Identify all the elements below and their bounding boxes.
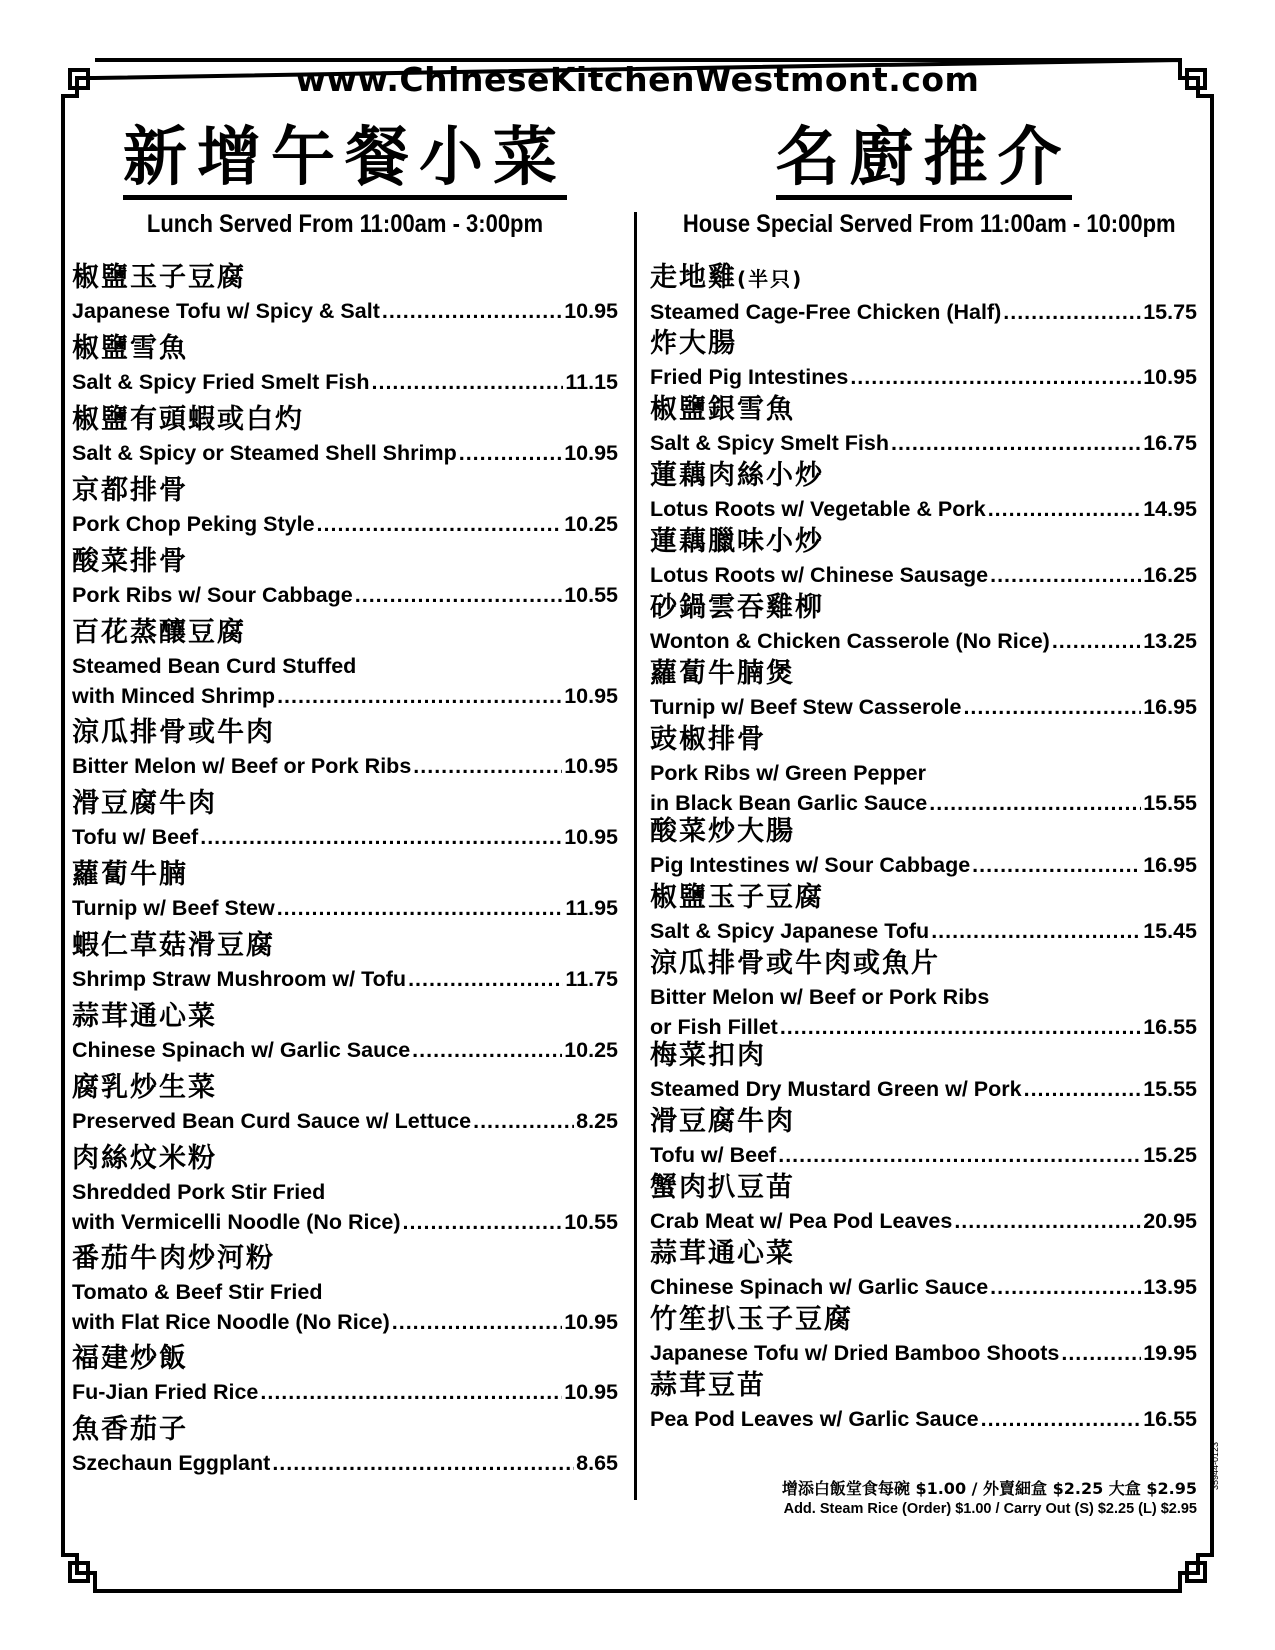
menu-item-chinese-name: 酸菜炒大腸 (650, 816, 795, 847)
dot-leader (929, 788, 1141, 818)
menu-item-chinese-name: 蓮藕肉絲小炒 (650, 460, 824, 491)
menu-item-price: 10.95 (564, 441, 618, 465)
house-special-items-list (650, 260, 1197, 1434)
menu-item-chinese-name: 福建炒飯 (72, 1343, 188, 1374)
menu-item (650, 722, 1197, 814)
dot-leader (317, 509, 563, 539)
menu-item-price-row (650, 494, 1197, 524)
menu-item-chinese-name: 竹笙扒玉子豆腐 (650, 1304, 853, 1335)
menu-item (72, 1070, 618, 1141)
menu-item-price: 10.95 (564, 754, 618, 778)
menu-item-chinese-name: 涼瓜排骨或牛肉或魚片 (650, 948, 940, 979)
menu-item-english-name: Japanese Tofu w/ Dried Bamboo Shoots (650, 1341, 1060, 1365)
menu-item-price-row (650, 1338, 1197, 1368)
menu-item-price-row (72, 1448, 618, 1478)
menu-item-price-row (650, 1272, 1197, 1302)
dot-leader (1052, 626, 1141, 656)
menu-item-chinese-name: 椒鹽銀雪魚 (650, 394, 795, 425)
menu-item (72, 331, 618, 402)
menu-item-price-row (72, 1035, 618, 1065)
dot-leader (459, 438, 562, 468)
dot-leader (277, 893, 564, 923)
dot-leader (403, 1207, 563, 1237)
menu-item-price: 8.25 (576, 1109, 618, 1133)
menu-item (650, 656, 1197, 722)
menu-item (72, 1141, 618, 1241)
menu-item-chinese-name: 砂鍋雲吞雞柳 (650, 592, 824, 623)
menu-item-english-name-line1: Shredded Pork Stir Fried (72, 1180, 326, 1204)
dot-leader (931, 916, 1141, 946)
menu-item (650, 1302, 1197, 1368)
menu-item-english-name: with Vermicelli Noodle (No Rice) (72, 1210, 401, 1234)
menu-item (72, 615, 618, 715)
menu-item-price-row (650, 1074, 1197, 1104)
menu-item-chinese-name: 蝦仁草菇滑豆腐 (72, 930, 275, 961)
menu-item-chinese-name: 番茄牛肉炒河粉 (72, 1243, 275, 1274)
menu-item-price-row (72, 438, 618, 468)
dot-leader (850, 362, 1141, 392)
menu-item-english-name-line1: Tomato & Beef Stir Fried (72, 1280, 323, 1304)
dot-leader (963, 692, 1141, 722)
menu-item (650, 590, 1197, 656)
menu-item-english-name: Steamed Dry Mustard Green w/ Pork (650, 1077, 1022, 1101)
menu-item-price: 10.95 (1143, 365, 1197, 389)
menu-item-chinese-name: 椒鹽玉子豆腐 (650, 882, 824, 913)
menu-item-chinese-name: 酸菜排骨 (72, 546, 188, 577)
menu-item-english-name: Turnip w/ Beef Stew (72, 896, 275, 920)
menu-item-chinese-name: 蟹肉扒豆苗 (650, 1172, 795, 1203)
menu-item-price-row (650, 626, 1197, 656)
lunch-subtitle: Lunch Served From 11:00am - 3:00pm (146, 210, 544, 238)
menu-item-english-name: with Minced Shrimp (72, 684, 276, 708)
menu-item-price: 16.95 (1143, 853, 1197, 877)
menu-item-price: 10.95 (564, 684, 618, 708)
menu-item-chinese-name: 梅菜扣肉 (650, 1040, 766, 1071)
menu-item-english-name: Shrimp Straw Mushroom w/ Tofu (72, 967, 407, 991)
menu-item (650, 260, 1197, 326)
menu-item (650, 326, 1197, 392)
menu-item-price: 19.95 (1143, 1341, 1197, 1365)
dot-leader (382, 296, 562, 326)
menu-item-price-row (72, 1207, 618, 1237)
menu-item-price-row (650, 1140, 1197, 1170)
menu-item (72, 999, 618, 1070)
dot-leader (392, 1307, 562, 1337)
menu-item-price: 10.55 (564, 1210, 618, 1234)
menu-item-price-row (650, 1206, 1197, 1236)
menu-item-english-name: Tofu w/ Beef (650, 1143, 777, 1167)
menu-item-price: 10.95 (564, 825, 618, 849)
menu-item (650, 1038, 1197, 1104)
menu-item-english-name: Turnip w/ Beef Stew Casserole (650, 695, 962, 719)
menu-item-chinese-name: 蒜茸通心菜 (72, 1001, 217, 1032)
menu-item-chinese-name: 滑豆腐牛肉 (650, 1106, 795, 1137)
menu-item-english-name-line1: Pork Ribs w/ Green Pepper (650, 761, 927, 785)
menu-item-english-name: Steamed Cage-Free Chicken (Half) (650, 300, 1002, 324)
dot-leader (981, 1404, 1142, 1434)
menu-item (650, 524, 1197, 590)
menu-item-english-name: Wonton & Chicken Casserole (No Rice) (650, 629, 1050, 653)
menu-item-chinese-name: 炸大腸 (650, 328, 737, 359)
menu-item-price-row (72, 1377, 618, 1407)
menu-item (72, 786, 618, 857)
menu-item-english-name: Crab Meat w/ Pea Pod Leaves (650, 1209, 953, 1233)
menu-item-price: 10.95 (564, 299, 618, 323)
menu-item-price-row (72, 296, 618, 326)
menu-item-chinese-name: 豉椒排骨 (650, 724, 766, 755)
menu-item-price: 16.55 (1143, 1015, 1197, 1039)
menu-item-price-row (72, 1307, 618, 1337)
print-code: 35944-0123 (1210, 1441, 1220, 1490)
menu-item-price: 15.25 (1143, 1143, 1197, 1167)
menu-item-price: 13.95 (1143, 1275, 1197, 1299)
menu-item-price-row (650, 297, 1197, 327)
menu-item (650, 458, 1197, 524)
lunch-title: 新增午餐小菜 (72, 118, 618, 198)
rice-note-english: Add. Steam Rice (Order) $1.00 / Carry Out (S) $2.25 (L) $2.95 (783, 1501, 1197, 1517)
menu-item-english-name: Szechaun Eggplant (72, 1451, 271, 1475)
menu-item-english-name: Fu-Jian Fried Rice (72, 1380, 259, 1404)
menu-item-price-row (72, 1106, 618, 1136)
menu-item-price-row (72, 751, 618, 781)
menu-item-english-name: Bitter Melon w/ Beef or Pork Ribs (72, 754, 412, 778)
menu-item (72, 402, 618, 473)
menu-item-price-row (72, 681, 618, 711)
menu-item-price-row (72, 367, 618, 397)
menu-item-chinese-name: 蒜茸豆苗 (650, 1370, 766, 1401)
lunch-menu-column (72, 118, 618, 1483)
dot-leader (408, 964, 563, 994)
menu-item (650, 946, 1197, 1038)
menu-item-english-name-line1: Steamed Bean Curd Stuffed (72, 654, 357, 678)
menu-item-price: 20.95 (1143, 1209, 1197, 1233)
menu-item-english-name: Salt & Spicy Fried Smelt Fish (72, 370, 370, 394)
menu-item-chinese-name: 滑豆腐牛肉 (72, 788, 217, 819)
dot-leader (1061, 1338, 1141, 1368)
menu-item-price: 10.95 (564, 1310, 618, 1334)
menu-item-price-row (650, 362, 1197, 392)
menu-item-english-name: Tofu w/ Beef (72, 825, 199, 849)
menu-item-chinese-name: 椒鹽雪魚 (72, 333, 188, 364)
menu-item (650, 1236, 1197, 1302)
menu-item-price: 14.95 (1143, 497, 1197, 521)
menu-item-price-row (650, 850, 1197, 880)
dot-leader (990, 1272, 1141, 1302)
menu-item-chinese-name: 百花蒸釀豆腐 (72, 617, 246, 648)
house-special-subtitle: House Special Served From 11:00am - 10:00pm (682, 210, 1176, 238)
menu-item (72, 928, 618, 999)
menu-item (72, 473, 618, 544)
menu-item (650, 880, 1197, 946)
menu-item (72, 1241, 618, 1341)
menu-item-price: 16.25 (1143, 563, 1197, 587)
website-url: www.ChineseKitchenWestmont.com (295, 60, 980, 99)
menu-item-price-row (72, 822, 618, 852)
menu-item-english-name: Pork Ribs w/ Sour Cabbage (72, 583, 353, 607)
menu-item-price: 10.55 (564, 583, 618, 607)
menu-item (650, 392, 1197, 458)
menu-item-price: 15.55 (1143, 1077, 1197, 1101)
menu-item-english-name: with Flat Rice Noodle (No Rice) (72, 1310, 390, 1334)
menu-item (650, 1104, 1197, 1170)
menu-item-chinese-name: 腐乳炒生菜 (72, 1072, 217, 1103)
menu-item-price-row (72, 580, 618, 610)
menu-item-chinese-note: (半只) (737, 267, 804, 291)
menu-item-price-row (650, 692, 1197, 722)
menu-item-english-name: Japanese Tofu w/ Spicy & Salt (72, 299, 380, 323)
menu-item (650, 1368, 1197, 1434)
menu-item-price-row (650, 1404, 1197, 1434)
menu-item (650, 1170, 1197, 1236)
menu-item-price: 16.55 (1143, 1407, 1197, 1431)
menu-item-english-name: Fried Pig Intestines (650, 365, 849, 389)
menu-item-chinese-name: 椒鹽玉子豆腐 (72, 262, 246, 293)
menu-item (72, 544, 618, 615)
menu-item (650, 814, 1197, 880)
menu-item-price-row (72, 509, 618, 539)
menu-item (72, 260, 618, 331)
menu-item-english-name: Lotus Roots w/ Chinese Sausage (650, 563, 989, 587)
menu-item-english-name: or Fish Fillet (650, 1015, 778, 1039)
dot-leader (277, 681, 562, 711)
dot-leader (990, 560, 1141, 590)
menu-item-chinese-name: 蒜茸通心菜 (650, 1238, 795, 1269)
dot-leader (778, 1140, 1141, 1170)
menu-item-english-name: in Black Bean Garlic Sauce (650, 791, 928, 815)
menu-item-price: 15.75 (1143, 300, 1197, 324)
dot-leader (355, 580, 562, 610)
column-divider (634, 212, 637, 1500)
dot-leader (372, 367, 564, 397)
rice-price-note (650, 1478, 1197, 1518)
dot-leader (200, 822, 562, 852)
menu-item-chinese-name: 蘿蔔牛腩煲 (650, 658, 795, 689)
menu-item-english-name: Lotus Roots w/ Vegetable & Pork (650, 497, 986, 521)
dot-leader (413, 751, 562, 781)
menu-item-price: 11.15 (565, 370, 618, 394)
house-special-column (650, 118, 1197, 1434)
menu-item-english-name: Pig Intestines w/ Sour Cabbage (650, 853, 971, 877)
rice-note-chinese: 增添白飯堂食每碗 $1.00 / 外賣細盒 $2.25 大盒 $2.95 (781, 1479, 1197, 1498)
menu-item (72, 1412, 618, 1483)
dot-leader (780, 1012, 1141, 1042)
menu-item-price: 16.95 (1143, 695, 1197, 719)
dot-leader (954, 1206, 1141, 1236)
menu-item-price: 11.95 (565, 896, 618, 920)
menu-item-price-row (72, 964, 618, 994)
dot-leader (891, 428, 1141, 458)
menu-item-price: 15.45 (1143, 919, 1197, 943)
menu-item-chinese-name: 魚香茄子 (72, 1414, 188, 1445)
menu-item-price-row (650, 560, 1197, 590)
menu-item-chinese-name: 蘿蔔牛腩 (72, 859, 188, 890)
dot-leader (412, 1035, 562, 1065)
menu-item-price-row (650, 428, 1197, 458)
menu-item-price: 15.55 (1143, 791, 1197, 815)
dot-leader (988, 494, 1141, 524)
lunch-items-list (72, 260, 618, 1483)
menu-item-english-name: Pork Chop Peking Style (72, 512, 315, 536)
dot-leader (1024, 1074, 1142, 1104)
menu-item-price: 10.25 (564, 512, 618, 536)
menu-item-english-name: Preserved Bean Curd Sauce w/ Lettuce (72, 1109, 472, 1133)
menu-item-english-name: Salt & Spicy or Steamed Shell Shrimp (72, 441, 457, 465)
menu-item (72, 1341, 618, 1412)
dot-leader (272, 1448, 574, 1478)
menu-item-chinese-name: 京都排骨 (72, 475, 188, 506)
menu-item-price: 8.65 (576, 1451, 618, 1475)
menu-item-chinese-name: 肉絲炆米粉 (72, 1143, 217, 1174)
dot-leader (972, 850, 1141, 880)
menu-item-price: 10.95 (564, 1380, 618, 1404)
menu-item (72, 715, 618, 786)
menu-item-price: 11.75 (565, 967, 618, 991)
menu-item-english-name-line1: Bitter Melon w/ Beef or Pork Ribs (650, 985, 990, 1009)
menu-item-chinese-name: 走地雞(半只) (650, 262, 804, 293)
menu-item-price: 10.25 (564, 1038, 618, 1062)
menu-item-chinese-name: 椒鹽有頭蝦或白灼 (72, 404, 304, 435)
dot-leader (1003, 297, 1141, 327)
menu-item-english-name: Salt & Spicy Japanese Tofu (650, 919, 930, 943)
house-special-title: 名廚推介 (650, 118, 1197, 198)
menu-item-english-name: Chinese Spinach w/ Garlic Sauce (650, 1275, 989, 1299)
menu-item-price-row (72, 893, 618, 923)
menu-item-english-name: Chinese Spinach w/ Garlic Sauce (72, 1038, 411, 1062)
menu-item-english-name: Salt & Spicy Smelt Fish (650, 431, 889, 455)
menu-item-price-row (650, 916, 1197, 946)
menu-item (72, 857, 618, 928)
dot-leader (260, 1377, 562, 1407)
dot-leader (473, 1106, 574, 1136)
menu-item-price: 13.25 (1143, 629, 1197, 653)
menu-item-english-name: Pea Pod Leaves w/ Garlic Sauce (650, 1407, 979, 1431)
menu-item-chinese-name: 涼瓜排骨或牛肉 (72, 717, 275, 748)
menu-item-chinese-name: 蓮藕臘味小炒 (650, 526, 824, 557)
menu-item-price: 16.75 (1143, 431, 1197, 455)
